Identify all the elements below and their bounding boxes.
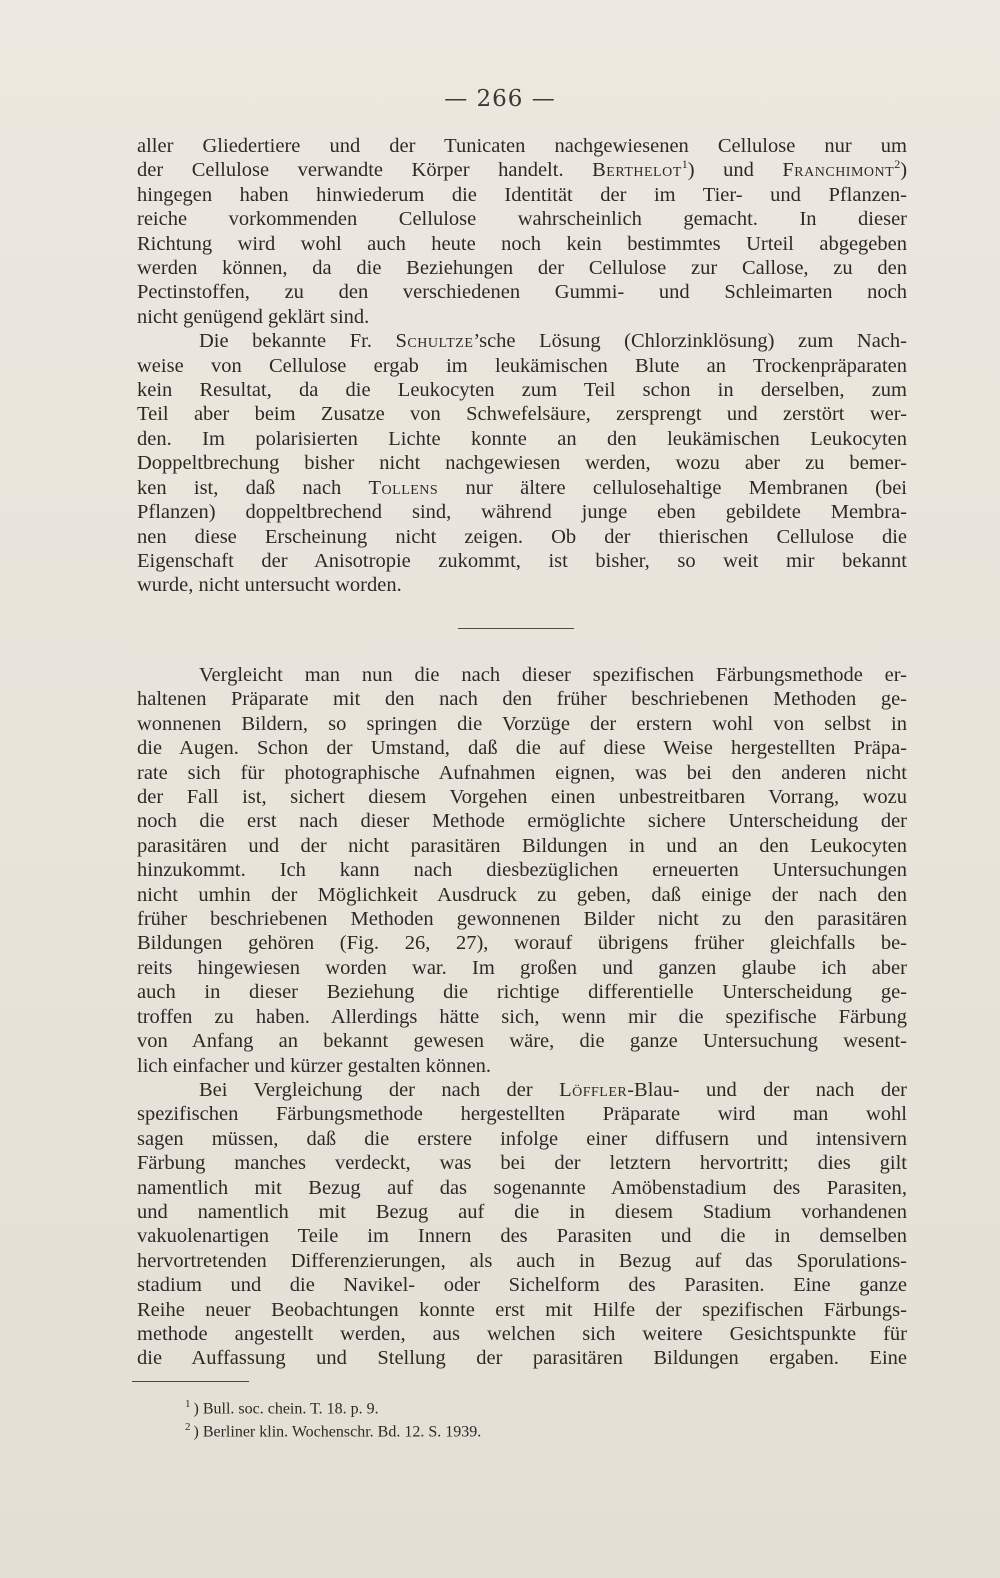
footnote: $^1$ ) Bull. soc. chein. T. 18. p. 9. bbox=[185, 1398, 379, 1418]
text-line: früher beschriebenen Methoden gewonnenen Bilder nicht zu den parasitären bbox=[137, 908, 907, 931]
author-name: Löffler bbox=[559, 1078, 628, 1101]
section-divider bbox=[458, 628, 574, 629]
paragraph-cellulose bbox=[137, 134, 907, 598]
text-line: werden können, da die Beziehungen der Cellulose zur Callose, zu den bbox=[137, 257, 907, 280]
text-line: Pflanzen) doppeltbrechend sind, während junge eben gebildete Membra- bbox=[137, 501, 907, 524]
text-line: von Anfang an bekannt gewesen wäre, die ganze Untersuchung wesent- bbox=[137, 1030, 907, 1053]
text-line: Doppeltbrechung bisher nicht nachgewiesen werden, wozu aber zu bemer- bbox=[137, 452, 907, 475]
text-line: reiche vorkommenden Cellulose wahrscheinlich gemacht. In dieser bbox=[137, 208, 907, 231]
author-name: Franchimont bbox=[782, 159, 895, 182]
text-line: Die bekannte Fr. Schultze’sche Lösung (Chlorzinklösung) zum Nach- bbox=[199, 330, 907, 353]
text-line: Vergleicht man nun die nach dieser spezifischen Färbungsmethode er- bbox=[199, 664, 907, 686]
author-name: Berthelot bbox=[592, 159, 682, 182]
text-line: hinzukommt. Ich kann nach diesbezüglichen erneuerten Untersuchungen bbox=[137, 859, 907, 882]
text-line: Richtung wird wohl auch heute noch kein bestimmtes Urteil abgegeben bbox=[137, 232, 907, 255]
text-line: haltenen Präparate mit den nach den früher beschriebenen Methoden ge- bbox=[137, 688, 907, 711]
text-line: nicht umhin der Möglichkeit Ausdruck zu geben, daß einige der nach den bbox=[137, 883, 907, 906]
paragraph-staining-method bbox=[137, 663, 907, 1371]
text-line: und namentlich mit Bezug auf die in diesem Stadium vorhandenen bbox=[137, 1200, 907, 1223]
text-line: hervortretenden Differenzierungen, als auch in Bezug auf das Sporulations- bbox=[137, 1249, 907, 1272]
text-line: der Fall ist, sichert diesem Vorgehen einen unbestreitbaren Vorrang, wozu bbox=[137, 786, 907, 809]
author-name: Tollens bbox=[368, 476, 439, 499]
text-line: nen diese Erscheinung nicht zeigen. Ob der thierischen Cellulose die bbox=[137, 525, 907, 548]
footnote: $^2$ ) Berliner klin. Wochenschr. Bd. 12. S. 1939. bbox=[185, 1421, 482, 1441]
text-line: Pectinstoffen, zu den verschiedenen Gummi- und Schleimarten noch bbox=[137, 281, 907, 304]
text-line: stadium und die Navikel- oder Sichelform des Parasiten. Eine ganze bbox=[137, 1274, 907, 1297]
footnotes bbox=[185, 1395, 685, 1442]
text-line: reits hingewiesen worden war. Im großen und ganzen glaube ich aber bbox=[137, 956, 907, 979]
text-line: sagen müssen, daß die erstere infolge einer diffusern und intensivern bbox=[137, 1127, 907, 1150]
text-line: Bildungen gehören (Fig. 26, 27), worauf übrigens früher gleichfalls be- bbox=[137, 932, 907, 955]
text-line: Bei Vergleichung der nach der Löffler-Blau- und der nach der bbox=[199, 1078, 908, 1101]
text-line: die Augen. Schon der Umstand, daß die auf diese Weise hergestellten Präpa- bbox=[137, 737, 907, 760]
text-line: lich einfacher und kürzer gestalten können. bbox=[137, 1054, 492, 1077]
text-line: weise von Cellulose ergab im leukämischen Blute an Trockenpräparaten bbox=[137, 354, 907, 377]
text-line: nicht genügend geklärt sind. bbox=[137, 305, 370, 328]
text-line: kein Resultat, da die Leukocyten zum Teil schon in derselben, zum bbox=[137, 379, 907, 402]
author-name: Schultze bbox=[395, 330, 474, 353]
text-line: ken ist, daß nach Tollens nur ältere cellulosehaltige Membranen (bei bbox=[137, 476, 908, 499]
text-line: namentlich mit Bezug auf das sogenannte Amöbenstadium des Parasiten, bbox=[137, 1176, 907, 1199]
text-line: Teil aber beim Zusatze von Schwefelsäure, zersprengt und zerstört wer- bbox=[137, 403, 907, 426]
text-line: spezifischen Färbungsmethode hergestellten Präparate wird man wohl bbox=[137, 1103, 907, 1126]
footnote-ref: 1 bbox=[681, 157, 688, 172]
text-line: den. Im polarisierten Lichte konnte an den leukämischen Leukocyten bbox=[137, 427, 907, 450]
text-line: rate sich für photographische Aufnahmen eignen, was bei den anderen nicht bbox=[137, 761, 907, 784]
text-line: hingegen haben hinwiederum die Identität der im Tier- und Pflanzen- bbox=[137, 183, 907, 206]
text-line: die Auffassung und Stellung der parasitären Bildungen ergaben. Eine bbox=[137, 1347, 907, 1370]
text-line: wonnenen Bildern, so springen die Vorzüge der erstern wohl von selbst in bbox=[137, 712, 907, 735]
footnote-mark: 2 bbox=[185, 1421, 191, 1434]
text-line: auch in dieser Beziehung die richtige differentielle Unterscheidung ge- bbox=[137, 981, 907, 1004]
text-line: wurde, nicht untersucht worden. bbox=[137, 574, 402, 597]
text-line: aller Gliedertiere und der Tunicaten nachgewiesenen Cellulose nur um bbox=[137, 135, 907, 157]
footnote-mark: 1 bbox=[185, 1398, 191, 1410]
text-line: troffen zu haben. Allerdings hätte sich, wenn mir die spezifische Färbung bbox=[137, 1005, 907, 1028]
text-line: vakuolenartigen Teile im Innern des Parasiten und die in demselben bbox=[137, 1225, 907, 1248]
text-line: Färbung manches verdeckt, was bei der letztern hervortritt; dies gilt bbox=[137, 1152, 907, 1175]
text-line: parasitären und der nicht parasitären Bildungen in und an den Leukocyten bbox=[137, 834, 907, 857]
text-line: methode angestellt werden, aus welchen sich weitere Gesichtspunkte für bbox=[137, 1322, 907, 1345]
footnote-ref: 2 bbox=[894, 157, 901, 172]
text-line-with-citations: der Cellulose verwandte Körper handelt. Berthelot$^1$) und Franchimont$^2$) bbox=[137, 157, 908, 182]
footnote-divider bbox=[132, 1381, 249, 1382]
text-line: Reihe neuer Beobachtungen konnte erst mit Hilfe der spezifischen Färbungs- bbox=[137, 1298, 907, 1321]
text-line: Eigenschaft der Anisotropie zukommt, ist bisher, so weit mir bekannt bbox=[137, 549, 907, 572]
page-number: — 266 — bbox=[444, 86, 556, 112]
text-line: noch die erst nach dieser Methode ermöglichte sichere Unterscheidung der bbox=[137, 810, 907, 833]
